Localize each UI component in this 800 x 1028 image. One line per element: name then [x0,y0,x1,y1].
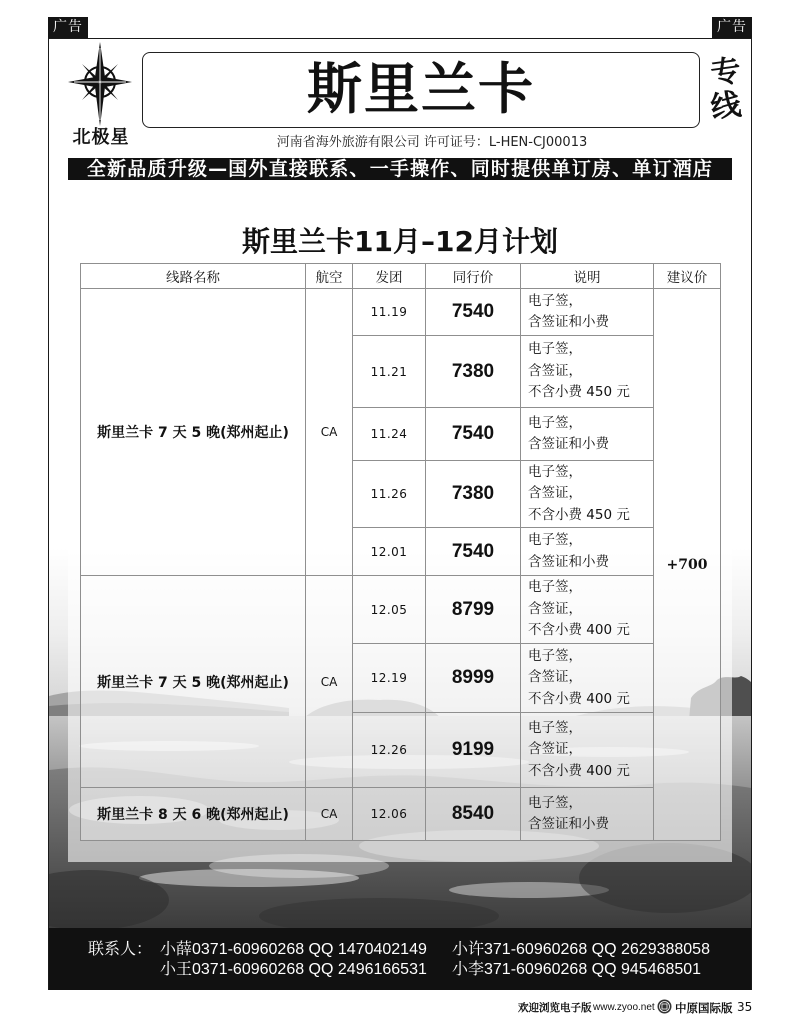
header-departure: 发团 [353,264,426,289]
notes-cell [521,576,654,644]
note-line: 电子签， [528,414,582,431]
notes-cell [521,644,654,713]
note-line: 不含小费 400 元 [528,762,630,779]
notes-cell [521,713,654,788]
departure-date: 12.19 [353,644,426,713]
departure-date: 11.26 [353,461,426,528]
route-name: 斯里兰卡 7 天 5 晚(郑州起止) [81,576,306,788]
notes-cell [521,408,654,461]
departure-date: 11.24 [353,408,426,461]
header-peer-price: 同行价 [426,264,521,289]
note-line: 含签证和小费 [528,816,609,832]
note-line: 不含小费 450 元 [528,384,630,401]
departure-date: 12.06 [353,788,426,841]
header-suggested-price: 建议价 [654,264,721,289]
plan-title: 斯里兰卡11月–12月计划 [242,225,558,258]
suggested-price: +700 [654,289,721,841]
contact-entry: 小李371-60960268 QQ 945468501 [452,961,702,978]
note-line: 不含小费 450 元 [528,506,630,523]
route-name: 斯里兰卡 8 天 6 晚(郑州起止) [81,788,306,841]
note-line: 不含小费 400 元 [528,622,630,639]
note-line: 含签证和小费 [528,314,609,330]
page-title: 斯里兰卡 [306,57,535,121]
contact-entry: 小许371-60960268 QQ 2629388058 [452,941,710,958]
peer-price: 7380 [426,461,521,528]
airline-code: CA [306,576,353,788]
departure-date: 11.21 [353,336,426,408]
note-line: 电子签， [528,579,582,596]
note-line: 含签证， [528,362,582,379]
peer-price: 7540 [426,408,521,461]
table-row [81,289,721,336]
footer-welcome: 欢迎浏览电子版 [518,1002,592,1014]
note-line: 电子签， [528,463,582,480]
page-number: 35 [737,1000,753,1014]
departure-date: 12.01 [353,528,426,576]
footer-url: www.zyoo.net [593,1002,655,1013]
notes-cell [521,788,654,841]
peer-price: 8799 [426,576,521,644]
plan-table [80,263,721,841]
note-line: 电子签， [528,341,582,358]
note-line: 含签证， [528,741,582,758]
header-airline: 航空 [306,264,353,289]
note-line: 电子签， [528,532,582,548]
side-tag-char: 线 [708,87,744,126]
route-name: 斯里兰卡 7 天 5 晚(郑州起止) [81,289,306,576]
peer-price: 7380 [426,336,521,408]
notes-cell [521,289,654,336]
promo-banner: 全新品质升级—国外直接联系、一手操作、同时提供单订房、单订酒店 [68,158,732,180]
note-line: 不含小费 400 元 [528,690,630,707]
north-star-compass-icon [68,42,132,126]
note-line: 电子签， [528,719,582,736]
note-line: 含签证， [528,600,582,617]
ad-label-right: 广告 [712,17,752,38]
contact-bar [48,928,752,990]
airline-code: CA [306,788,353,841]
peer-price: 9199 [426,713,521,788]
airline-code: CA [306,289,353,576]
peer-price: 8999 [426,644,521,713]
brand-name: 北极星 [72,127,130,148]
note-line: 含签证， [528,669,582,686]
header-route: 线路名称 [81,264,306,289]
note-line: 含签证， [528,485,582,502]
note-line: 含签证和小费 [528,553,609,570]
peer-price: 7540 [426,528,521,576]
ad-label-left: 广告 [48,17,88,38]
publication-emblem-icon [657,999,672,1014]
peer-price: 8540 [426,788,521,841]
departure-date: 12.26 [353,713,426,788]
header-notes: 说明 [521,264,654,289]
note-line: 电子签， [528,647,582,664]
notes-cell [521,461,654,528]
note-line: 电子签， [528,794,582,811]
peer-price: 7540 [426,289,521,336]
contact-entry: 小薛0371-60960268 QQ 1470402149 [160,941,427,958]
table-row [81,576,721,644]
notes-cell [521,336,654,408]
table-row [81,788,721,841]
footer-edition: 中原国际版 [675,1001,733,1015]
departure-date: 12.05 [353,576,426,644]
contact-label: 联系人： [88,941,153,958]
company-license-line: 河南省海外旅游有限公司 许可证号：L-HEN-CJ00013 [276,135,588,150]
side-tag [706,53,746,126]
title-box [142,52,700,128]
note-line: 电子签， [528,292,582,309]
notes-cell [521,528,654,576]
note-line: 含签证和小费 [528,436,609,452]
contact-entry: 小王0371-60960268 QQ 2496166531 [160,961,427,978]
table-header-row [81,264,721,289]
departure-date: 11.19 [353,289,426,336]
side-tag-char: 专 [708,53,744,92]
